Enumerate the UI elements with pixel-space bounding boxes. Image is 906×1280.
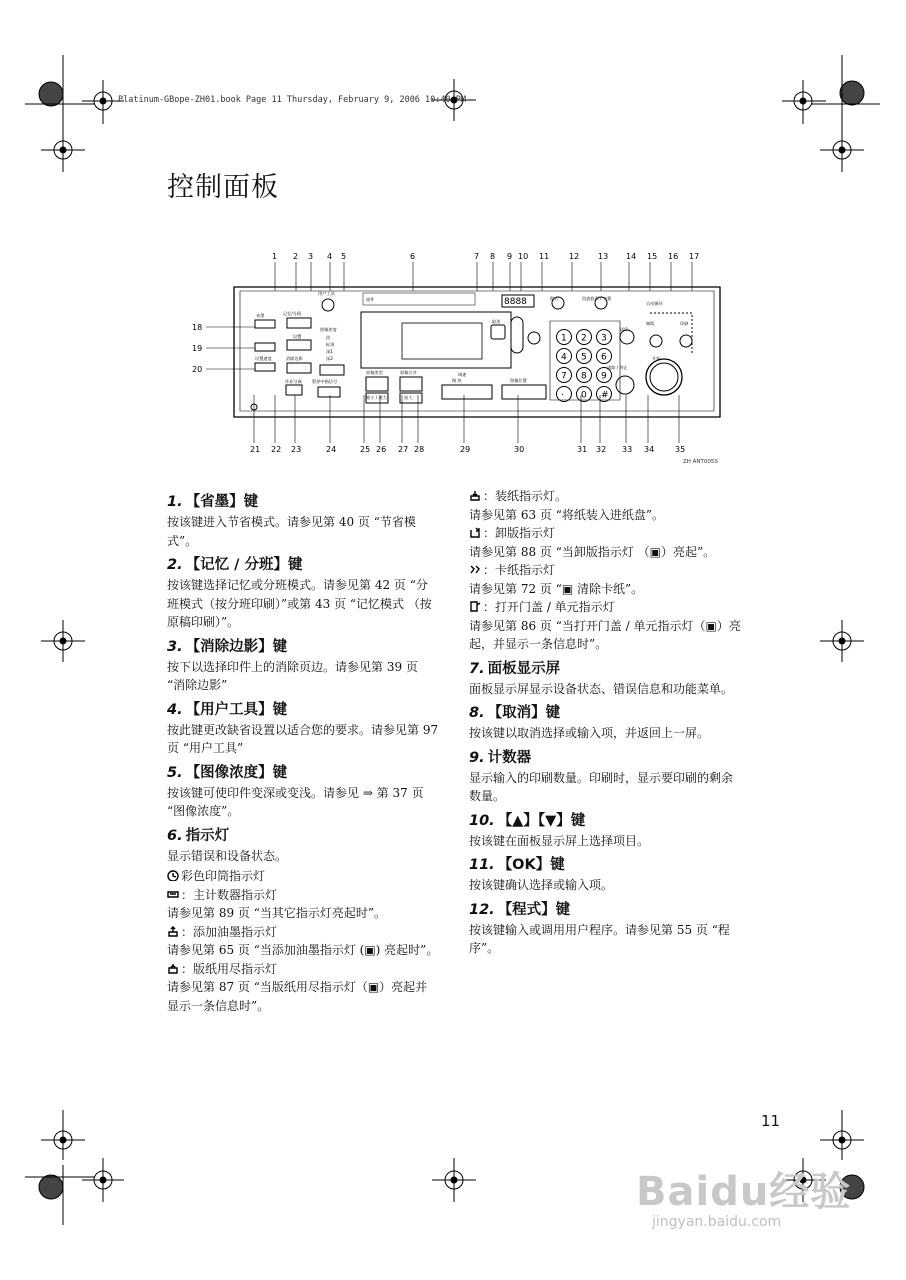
indicator-reference: 请参见第 72 页 “▣ 清除卡纸”。 — [469, 581, 644, 596]
counter-icon — [167, 889, 179, 900]
keypad-key: 2 — [581, 333, 587, 344]
section-text: 按该键进入节省模式。请参见第 40 页 “节省模式”。 — [167, 515, 416, 548]
section-text: 按该键以取消选择或输入项，并返回上一屏。 — [469, 726, 710, 740]
panel-orig-type-label: 原稿类型 — [366, 370, 383, 375]
section-title — [167, 554, 439, 576]
keypad-key: 4 — [561, 352, 567, 363]
section-title — [469, 810, 744, 832]
panel-density-std: 标准 — [326, 342, 335, 347]
section-text: 显示错误和设备状态。 — [167, 848, 288, 863]
callout-number: 20 — [192, 365, 203, 374]
panel-clear-label: 取消 — [492, 319, 501, 324]
callout-number: 19 — [192, 344, 203, 353]
callout-number: 7 — [474, 252, 480, 261]
section-title — [469, 747, 744, 769]
indicator-label: ：卸版指示灯 — [483, 526, 556, 540]
section-number: 7. — [469, 660, 485, 677]
panel-print-label: 印刷 — [680, 321, 689, 326]
panel-density-dark1: 深1 — [326, 349, 333, 354]
keypad-key: 7 — [561, 371, 567, 382]
section-heading: 指示灯 — [185, 827, 230, 844]
section-title — [469, 854, 744, 876]
callout-number: 5 — [341, 252, 347, 261]
master-end-icon — [167, 963, 179, 974]
callout-number: 9 — [507, 252, 513, 261]
panel-stop-label: 清除 / 停止 — [607, 365, 628, 370]
panel-density-label: 图像浓度 — [320, 327, 337, 332]
panel-job-sep-label: 作业分离 — [285, 379, 302, 384]
indicator-reference: 请参见第 63 页 “将纸装入进纸盘”。 — [469, 507, 664, 522]
section-1 — [167, 491, 439, 550]
load-paper-icon — [469, 490, 481, 501]
section-title — [469, 899, 744, 921]
panel-auto-cycle-label: 自动循环 — [646, 301, 663, 306]
callout-number: 13 — [598, 252, 609, 261]
indicator-label: ：添加油墨指示灯 — [181, 924, 278, 939]
section-heading: 【▲】【▼】键 — [497, 812, 586, 829]
panel-enlarge-label: 放大 — [404, 395, 413, 400]
callout-number: 8 — [490, 252, 496, 261]
panel-proof-label: 试印 — [620, 327, 629, 332]
callout-number: 12 — [569, 252, 580, 261]
panel-user-tools-label: 用户工具 — [318, 291, 335, 296]
callout-number: 32 — [596, 445, 607, 454]
section-9 — [469, 747, 744, 806]
callout-number: 26 — [376, 445, 387, 454]
book-header-line: Platinum-GBope-ZH01.book Page 11 Thursday, February 9, 2006 10:40 PM — [118, 95, 466, 105]
section-title — [167, 491, 439, 513]
callout-number: 21 — [250, 445, 261, 454]
panel-memory2-label: 设置 — [293, 334, 302, 339]
callout-number: 2 — [293, 252, 299, 261]
left-column — [167, 487, 439, 1015]
watermark-url: jingyan.baidu.com — [652, 1214, 782, 1230]
callout-number: 4 — [327, 252, 333, 261]
indicator-reference: 请参见第 88 页 “当卸版指示灯 （▣）亮起”。 — [469, 544, 716, 559]
section-heading: 【OK】键 — [497, 857, 565, 873]
callout-number: 18 — [192, 323, 203, 332]
section-title — [469, 702, 744, 724]
section-heading: 【消除边影】键 — [185, 638, 288, 655]
indicator-label: ：卡纸指示灯 — [483, 563, 556, 577]
callout-number: 28 — [414, 445, 425, 454]
callout-number: 27 — [398, 445, 409, 454]
callout-number: 11 — [539, 252, 550, 261]
section-text: 按下以选择印件上的消除页边。请参见第 39 页 “消除边影” — [167, 659, 418, 692]
callout-number: 14 — [626, 252, 637, 261]
section-8 — [469, 702, 744, 743]
section-number: 6. — [167, 827, 183, 844]
callout-number: 30 — [514, 445, 525, 454]
section-12 — [469, 899, 744, 958]
section-heading: 【记忆 / 分班】键 — [185, 557, 303, 573]
section-heading: 【取消】键 — [487, 705, 561, 721]
panel-combine-label: 原稿合并 — [400, 370, 417, 375]
cover-open-icon — [469, 601, 481, 612]
indicator-label: ：装纸指示灯。 — [483, 489, 568, 503]
indicator-item — [167, 960, 439, 979]
section-4 — [167, 699, 439, 758]
keypad-key: 8 — [581, 371, 587, 382]
add-ink-icon — [167, 926, 179, 937]
keypad-key: · — [561, 390, 564, 401]
figure-code: ZH ANT005S — [683, 459, 718, 465]
panel-density-dark2: 深2 — [326, 356, 333, 361]
keypad-key: 1 — [561, 333, 567, 344]
section-text: 按该键输入或调用用户程序。请参见第 55 页 “程序”。 — [469, 922, 730, 955]
section-6 — [167, 825, 439, 866]
paper-jam-icon — [469, 564, 481, 575]
indicator-reference: 请参见第 65 页 “当添加油墨指示灯 (▣) 亮起时”。 — [167, 943, 439, 957]
indicator-label: ：打开门盖 / 单元指示灯 — [483, 600, 615, 614]
indicator-item — [469, 524, 744, 543]
panel-image-pos-label: 图像位置 — [510, 378, 527, 383]
section-text: 按此键更改缺省设置以适合您的要求。请参见第 97 页 “用户工具” — [167, 722, 439, 755]
panel-make-label: 制版 — [646, 321, 655, 326]
watermark-brand: Baidu经验 — [636, 1169, 852, 1215]
keypad-key: # — [601, 390, 609, 401]
section-heading: 【用户工具】键 — [185, 701, 288, 718]
callout-number: 33 — [622, 445, 633, 454]
panel-memory-label: 记忆/分班 — [283, 311, 302, 316]
section-10 — [469, 810, 744, 851]
section-2 — [167, 554, 439, 632]
page-number: 11 — [761, 1112, 781, 1130]
callout-number: 10 — [518, 252, 529, 261]
drum-color-icon — [167, 870, 179, 881]
panel-set-density-label: 设置速度 — [255, 356, 272, 361]
keypad-key: 5 — [581, 352, 587, 363]
indicator-item — [167, 867, 439, 886]
section-title — [167, 825, 439, 847]
panel-density-light: 淡 — [326, 335, 331, 340]
indicator-item — [469, 561, 744, 580]
section-text: 按该键选择记忆或分班模式。请参见第 42 页 “分班模式（按分班印刷）”或第 43 页 “记忆模式 （按原稿印刷）”。 — [167, 578, 432, 629]
panel-program-label: 程式 — [550, 296, 559, 301]
callout-number: 3 — [308, 252, 314, 261]
unload-master-icon — [469, 527, 481, 538]
callout-number: 34 — [644, 445, 655, 454]
section-heading: 计数器 — [487, 749, 532, 766]
section-title — [167, 699, 439, 721]
page-title: 控制面板 — [167, 172, 279, 203]
section-number: 11. — [469, 857, 495, 873]
section-text: 显示输入的印刷数量。印刷时，显示要印刷的剩余数量。 — [469, 770, 734, 803]
callout-number: 15 — [647, 252, 658, 261]
section-7 — [469, 658, 744, 699]
section-number: 4. — [167, 701, 183, 718]
panel-start-label: 开始 — [652, 356, 661, 361]
callout-number: 35 — [675, 445, 686, 454]
callout-number: 31 — [577, 445, 588, 454]
callout-number: 17 — [689, 252, 700, 261]
indicator-item — [167, 923, 439, 942]
control-panel-figure — [180, 245, 725, 465]
section-heading: 【程式】键 — [497, 901, 571, 918]
callout-number: 22 — [271, 445, 282, 454]
section-number: 8. — [469, 705, 485, 721]
panel-print-mode-label: 回旋套印 / 字幕 — [582, 296, 612, 301]
panel-counter-display: 8888 — [504, 297, 527, 307]
section-3 — [167, 636, 439, 695]
section-number: 2. — [167, 557, 183, 573]
indicator-item — [469, 487, 744, 506]
indicator-reference: 请参见第 89 页 “当其它指示灯亮起时”。 — [167, 906, 386, 920]
section-5 — [167, 762, 439, 821]
callout-number: 29 — [460, 445, 471, 454]
callout-number: 25 — [360, 445, 371, 454]
indicator-reference: 请参见第 87 页 “当版纸用尽指示灯（▣）亮起并显示一条信息时”。 — [167, 980, 428, 1013]
section-title — [167, 636, 439, 658]
keypad-key: 3 — [601, 333, 607, 344]
section-number: 9. — [469, 749, 485, 766]
callout-number: 1 — [272, 252, 278, 261]
section-number: 10. — [469, 812, 495, 829]
callout-number: 16 — [668, 252, 679, 261]
section-heading: 面板显示屏 — [487, 660, 561, 677]
section-11 — [469, 854, 744, 895]
section-heading: 【图像浓度】键 — [185, 764, 288, 781]
panel-indicator-label: 部件 — [366, 297, 375, 302]
keypad-key: 6 — [601, 352, 607, 363]
panel-speed-marks: 慢 快 — [452, 378, 462, 383]
section-number: 12. — [469, 901, 495, 918]
panel-economy-label: 省墨 — [256, 313, 265, 318]
section-title — [469, 658, 744, 680]
section-number: 5. — [167, 764, 183, 781]
section-text: 按该键确认选择或输入项。 — [469, 878, 614, 892]
callout-number: 23 — [291, 445, 302, 454]
indicator-label: ：主计数器指示灯 — [181, 887, 278, 902]
keypad-key-ring — [557, 387, 572, 402]
panel-reduce-label: 缩小 / 放大 — [366, 395, 387, 400]
section-heading: 【省墨】键 — [185, 494, 259, 510]
keypad-key: 9 — [601, 371, 607, 382]
section-number: 1. — [167, 494, 183, 510]
right-column — [469, 487, 744, 960]
indicator-label: 彩色印筒指示灯 — [181, 869, 266, 883]
indicator-item — [469, 598, 744, 617]
panel-edge-label: 消除边影 — [286, 356, 303, 361]
panel-wait-label: 暂停中指信号 — [312, 379, 338, 384]
keypad-key: 0 — [581, 390, 587, 401]
indicator-label: ：版纸用尽指示灯 — [181, 961, 278, 976]
section-title — [167, 762, 439, 784]
indicator-reference: 请参见第 86 页 “当打开门盖 / 单元指示灯（▣）亮起，并显示一条信息时”。 — [469, 618, 741, 651]
panel-speed-label: 调速 — [458, 372, 467, 377]
section-text: 按该键在面板显示屏上选择项目。 — [469, 833, 650, 848]
section-text: 面板显示屏显示设备状态、错误信息和功能菜单。 — [469, 681, 734, 696]
indicator-item — [167, 886, 439, 905]
callout-number: 24 — [326, 445, 337, 454]
section-number: 3. — [167, 638, 183, 655]
section-text: 按该键可使印件变深或变浅。请参见 ⇒ 第 37 页 “图像浓度”。 — [167, 785, 424, 818]
callout-number: 6 — [410, 252, 416, 261]
